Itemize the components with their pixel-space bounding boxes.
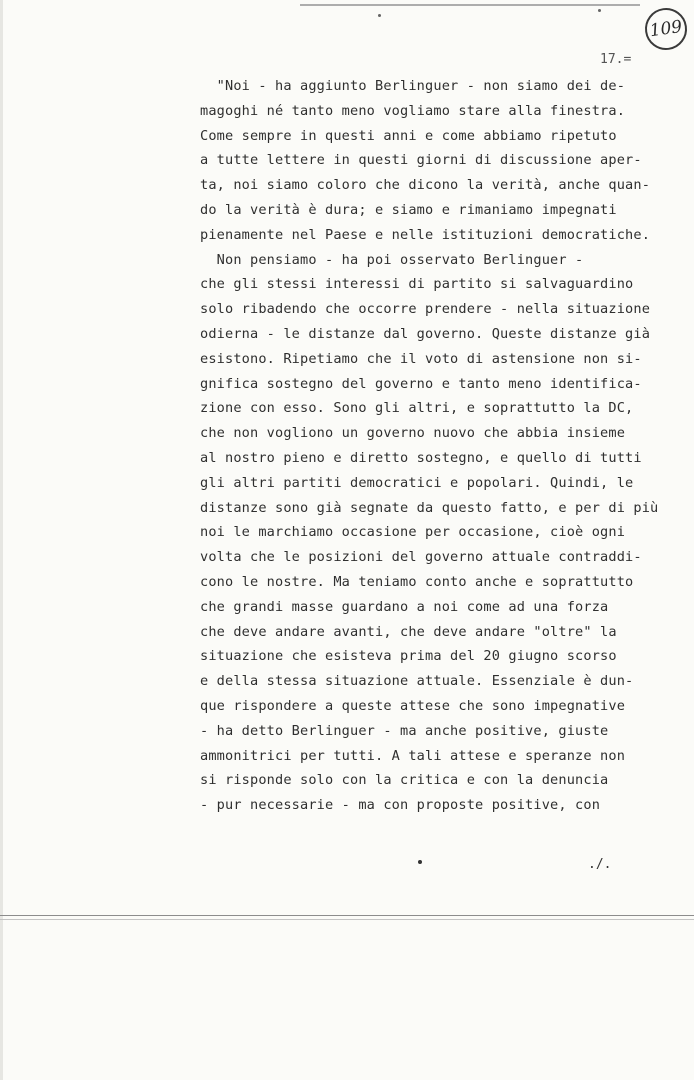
text-line: al nostro pieno e diretto sostegno, e quello di tutti bbox=[200, 449, 642, 466]
text-line: Come sempre in questi anni e come abbiamo ripetuto bbox=[200, 127, 617, 144]
text-line: solo ribadendo che occorre prendere - nella situazione bbox=[200, 301, 651, 318]
handwritten-page-number: 109 bbox=[642, 5, 689, 52]
text-line: zione con esso. Sono gli altri, e soprattutto la DC, bbox=[200, 400, 634, 417]
text-line: che non vogliono un governo nuovo che abbia insieme bbox=[200, 425, 626, 442]
scan-top-edge bbox=[300, 4, 640, 6]
typewritten-body bbox=[200, 74, 690, 818]
text-line: che gli stessi interessi di partito si salvaguardino bbox=[200, 276, 634, 293]
scan-speck bbox=[378, 14, 381, 17]
page-bottom-edge-shadow bbox=[0, 919, 694, 920]
text-line: esistono. Ripetiamo che il voto di astensione non si- bbox=[200, 350, 642, 367]
scan-left-edge bbox=[0, 0, 3, 1080]
text-line: volta che le posizioni del governo attuale contraddi- bbox=[200, 549, 642, 566]
scan-speck bbox=[598, 9, 601, 12]
text-line: cono le nostre. Ma teniamo conto anche e soprattutto bbox=[200, 573, 634, 590]
text-line: magoghi né tanto meno vogliamo stare alla finestra. bbox=[200, 102, 626, 119]
text-line: gnifica sostegno del governo e tanto meno identifica- bbox=[200, 375, 642, 392]
text-line: - ha detto Berlinguer - ma anche positive, giuste bbox=[200, 722, 609, 739]
text-line: gli altri partiti democratici e popolari. Quindi, le bbox=[200, 474, 634, 491]
text-line: Non pensiamo - ha poi osservato Berlinguer - bbox=[200, 251, 584, 268]
page-bottom-edge bbox=[0, 915, 694, 916]
typed-page-number: 17.= bbox=[600, 52, 632, 67]
text-line: que rispondere a queste attese che sono impegnative bbox=[200, 697, 626, 714]
text-line: "Noi - ha aggiunto Berlinguer - non siamo dei de- bbox=[200, 78, 626, 94]
text-line: a tutte lettere in questi giorni di discussione aper- bbox=[200, 152, 642, 169]
text-line: si risponde solo con la critica e con la denuncia bbox=[200, 772, 609, 789]
text-line: che grandi masse guardano a noi come ad una forza bbox=[200, 598, 609, 615]
text-line: situazione che esisteva prima del 20 giugno scorso bbox=[200, 648, 617, 665]
text-line: e della stessa situazione attuale. Essenziale è dun- bbox=[200, 673, 634, 690]
text-line: distanze sono già segnate da questo fatto, e per di più bbox=[200, 499, 659, 516]
text-line: odierna - le distanze dal governo. Queste distanze già bbox=[200, 325, 651, 342]
text-line: noi le marchiamo occasione per occasione, cioè ogni bbox=[200, 524, 626, 541]
text-line: ta, noi siamo coloro che dicono la verità, anche quan- bbox=[200, 177, 651, 194]
text-line: - pur necessarie - ma con proposte positive, con bbox=[200, 797, 601, 814]
ink-dot bbox=[418, 860, 422, 864]
text-line: che deve andare avanti, che deve andare "oltre" la bbox=[200, 623, 617, 640]
text-line: do la verità è dura; e siamo e rimaniamo impegnati bbox=[200, 201, 617, 218]
continuation-mark: ./. bbox=[588, 857, 612, 872]
text-line: ammonitrici per tutti. A tali attese e speranze non bbox=[200, 747, 626, 764]
text-line: pienamente nel Paese e nelle istituzioni democratiche. bbox=[200, 226, 651, 243]
